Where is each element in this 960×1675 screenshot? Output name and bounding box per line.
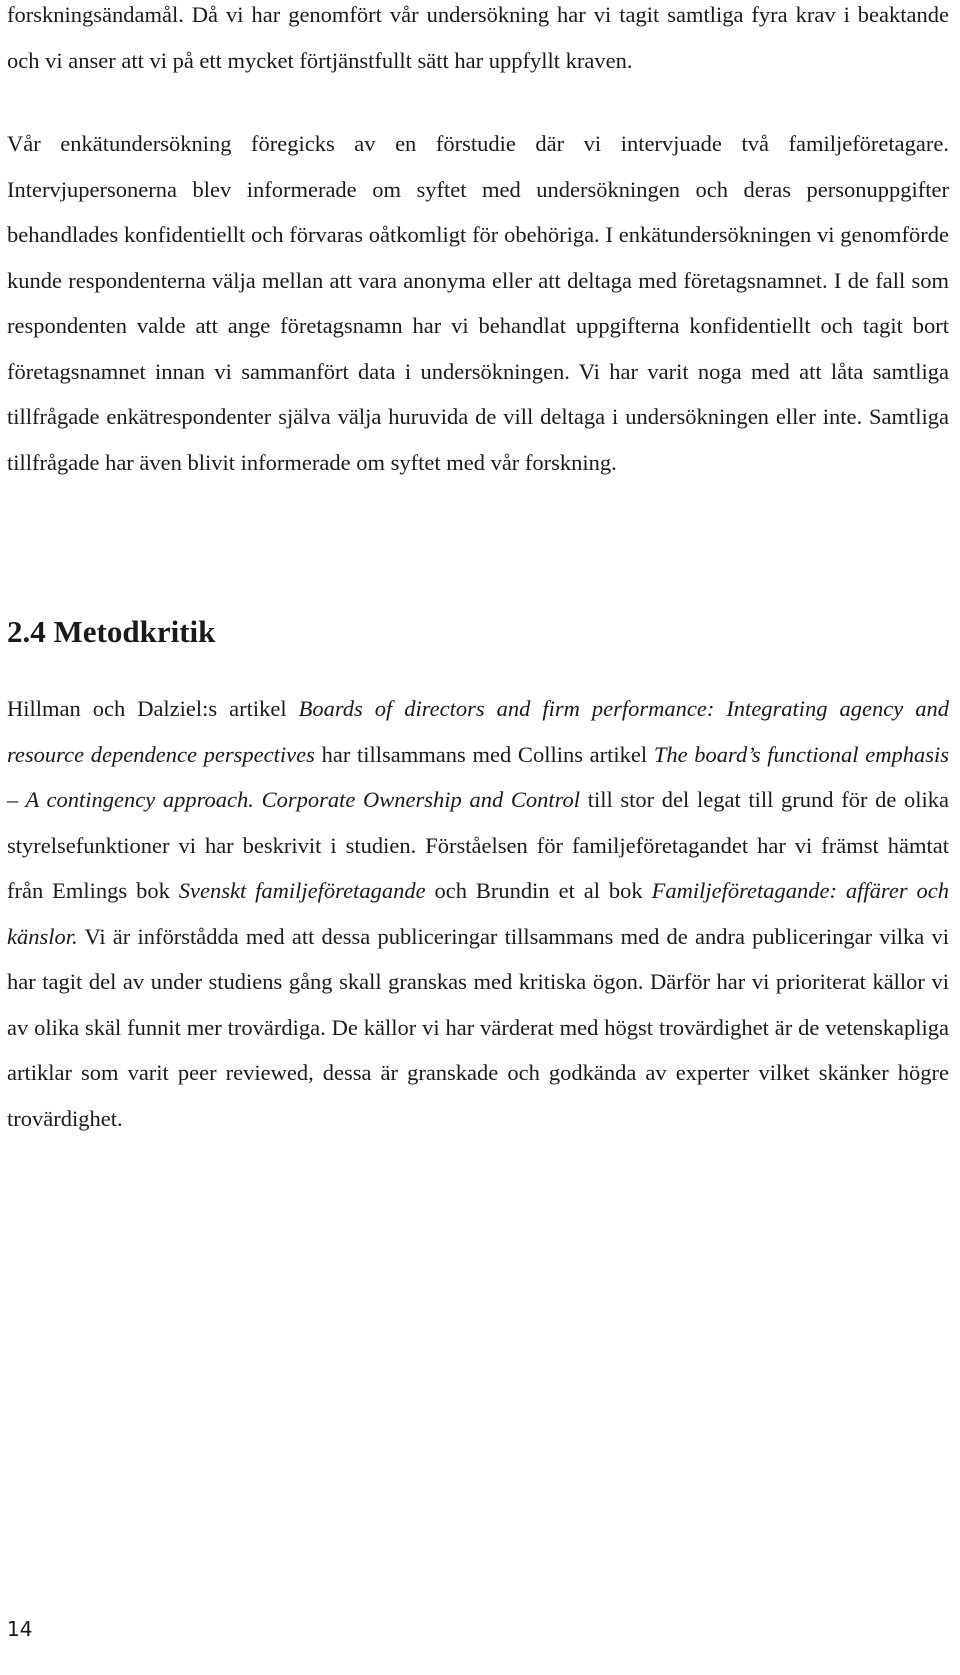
book-title-brundin: Familjeföretagande: affärer och känslor.	[7, 878, 949, 949]
article-title-hillman-dalziel: Boards of directors and firm performance: Integrating agency and resource dependence perspectives	[7, 696, 949, 767]
text-run: har tillsammans med Collins artikel	[314, 741, 654, 767]
article-title-collins: The board’s functional emphasis – A contingency approach. Corporate Ownership and Control	[7, 741, 949, 812]
book-title-emling: Svenskt familjeföretagande	[178, 878, 426, 903]
section-heading: 2.4 Metodkritik	[7, 614, 216, 649]
paragraph-prestudy: Vår enkätundersökning föregicks av en förstudie där vi intervjuade två familjeföretagare. Intervjupersonerna blev informerade om syftet med undersökningen och deras personuppgifter behandlades konfidentiellt och förvaras oåtkomligt för obehöriga. I enkätundersökningen vi genomförde kunde respondenterna välja mellan att vara anonyma eller att deltaga med företagsnamnet. I de fall som respondenten valde att ange företagsnamn har vi behandlat uppgifterna konfidentiellt och tagit bort företagsnamnet innan vi sammanfört data i undersökningen. Vi har varit noga med att låta samtliga tillfrågade enkätrespondenter själva välja huruvida de vill deltaga i undersökningen eller inte. Samtliga tillfrågade har även blivit informerade om syftet med vår forskning.	[7, 131, 949, 475]
paragraph-ethics-conclusion: forskningsändamål. Då vi har genomfört vår undersökning har vi tagit samtliga fyra krav i beaktande och vi anser att vi på ett mycket förtjänstfullt sätt har uppfyllt kraven.	[7, 2, 949, 73]
text-run: till stor del legat till grund för de olika styrelsefunktioner vi har beskrivit i studien. Förståelsen för familjeföretagandet har vi främst hämtat från Emlings bok	[7, 787, 949, 903]
text-run: Hillman och Dalziel:s artikel	[7, 696, 299, 721]
text-run: Vi är införstådda med att dessa publiceringar tillsammans med de andra publiceringar vilka vi har tagit del av under studiens gång skall granskas med kritiska ögon. Därför har vi prioriterat källor vi av olika skäl funnit mer trovärdiga. De källor vi har värderat med högst trovärdighet är de vetenskapliga artiklar som varit peer reviewed, dessa är granskade och godkända av experter vilket skänker högre trovärdighet.	[7, 923, 949, 1131]
text-run: och Brundin et al bok	[425, 878, 652, 903]
page-number: 14	[7, 1617, 33, 1641]
paragraph-method-critique	[7, 686, 949, 1141]
